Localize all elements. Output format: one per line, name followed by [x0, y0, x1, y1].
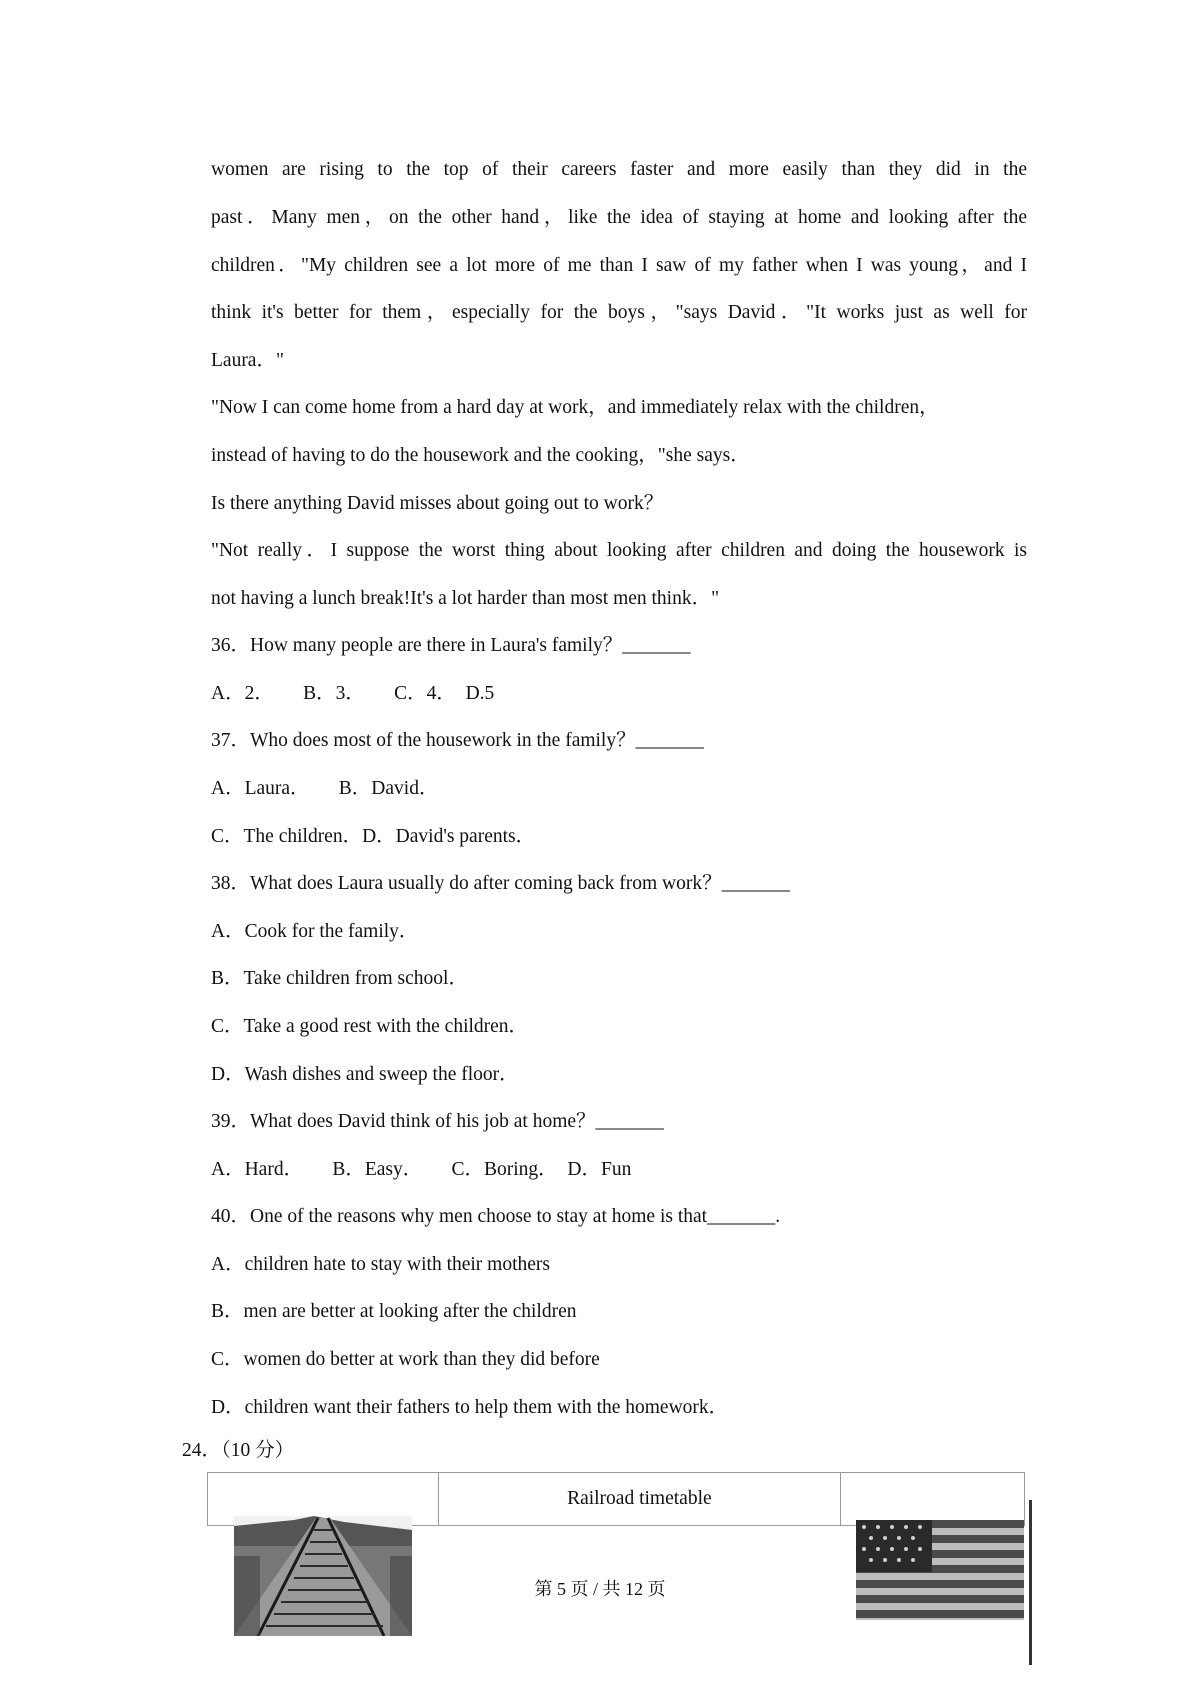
question-38-option-a: A．Cook for the family． [211, 921, 419, 942]
question-40: 40．One of the reasons why men choose to stay at home is that_______. [211, 1206, 781, 1227]
question-38-option-b: B．Take children from school． [211, 968, 468, 989]
question-40-option-c: C．women do better at work than they did before [211, 1349, 600, 1370]
passage-line: "Now I can come home from a hard day at work，and immediately relax with the children， [211, 397, 939, 418]
passage-line: Laura．" [211, 350, 284, 371]
question-40-option-d: D．children want their fathers to help them with the homework． [211, 1397, 729, 1418]
timetable-image-cell [840, 1473, 1024, 1526]
passage-line: not having a lunch break!It's a lot harder than most men think．" [211, 588, 720, 609]
railroad-track-image [234, 1516, 412, 1636]
question-38-option-d: D．Wash dishes and sweep the floor． [211, 1064, 519, 1085]
passage-line: past．Many men，on the other hand，like the idea of staying at home and looking after the [211, 207, 1027, 228]
passage-line: Is there anything David misses about going out to work？ [211, 493, 664, 514]
section-number: 24．（10 分） [182, 1440, 295, 1461]
passage-line: instead of having to do the housework and the cooking，"she says． [211, 445, 750, 466]
question-40-option-b: B．men are better at looking after the children [211, 1301, 577, 1322]
question-38-option-c: C．Take a good rest with the children． [211, 1016, 529, 1037]
question-36-options: A．2． B．3． C．4． D.5 [211, 683, 495, 704]
passage-line: think it's better for them，especially for the boys，"says David．"It works just as well for [211, 302, 1027, 323]
passage-line: "Not really．I suppose the worst thing about looking after children and doing the housework is [211, 540, 1027, 561]
timetable-title: Railroad timetable [438, 1473, 840, 1526]
question-36: 36．How many people are there in Laura's family？_______ [211, 635, 691, 656]
question-40-option-a: A．children hate to stay with their mothers [211, 1254, 551, 1275]
question-37-options: C．The children．D．David's parents． [211, 826, 536, 847]
question-38: 38．What does Laura usually do after coming back from work？_______ [211, 873, 790, 894]
question-37-options: A．Laura． B．David． [211, 778, 439, 799]
american-flag-image [856, 1520, 1024, 1620]
question-37: 37．Who does most of the housework in the family？_______ [211, 730, 704, 751]
passage-line: children．"My children see a lot more of me than I saw of my father when I was young，and I [211, 255, 1027, 276]
question-39: 39．What does David think of his job at home？_______ [211, 1111, 664, 1132]
page-number: 第 5 页 / 共 12 页 [534, 1579, 666, 1599]
passage-line: women are rising to the top of their careers faster and more easily than they did in the [211, 159, 1027, 180]
question-39-options: A．Hard． B．Easy． C．Boring． D．Fun [211, 1159, 632, 1180]
